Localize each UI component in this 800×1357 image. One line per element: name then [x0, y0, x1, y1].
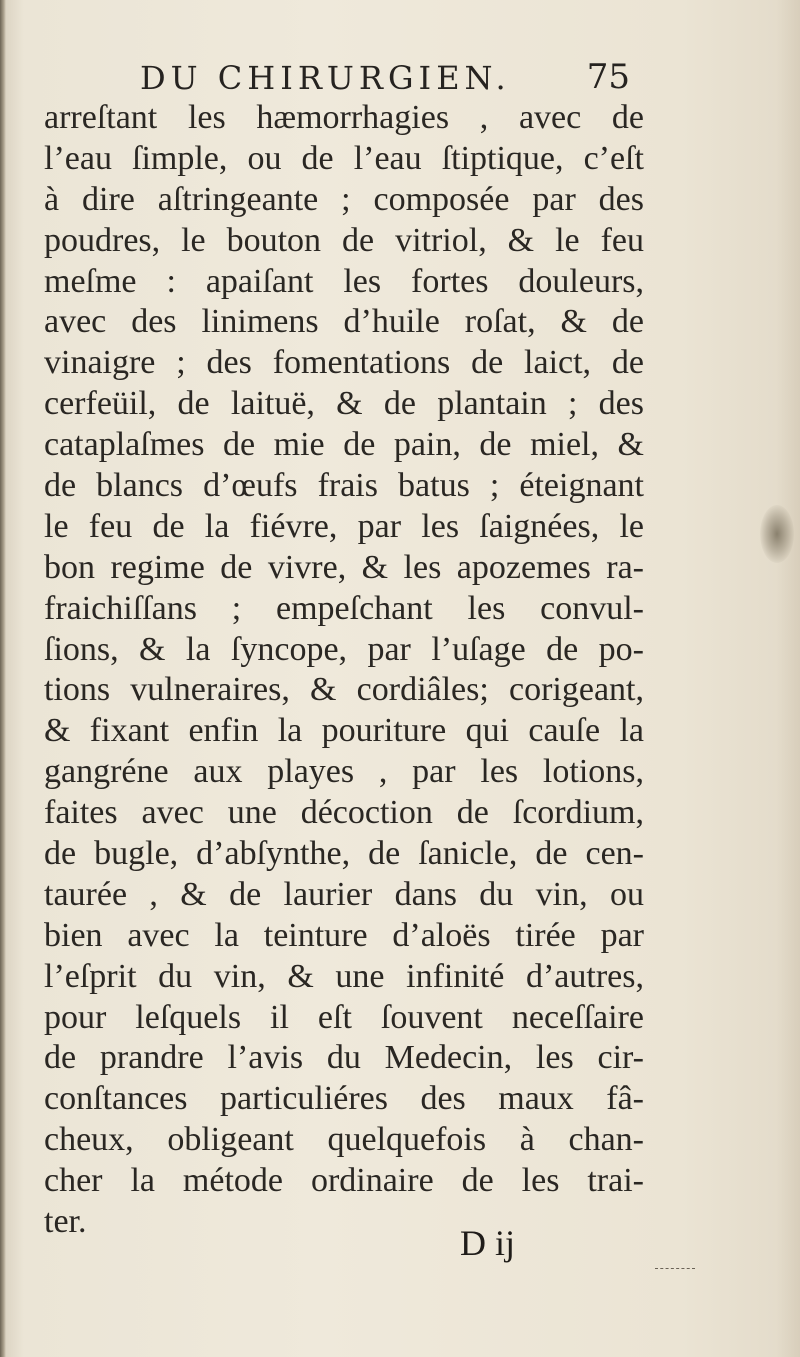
running-title: DU CHIRURGIEN.: [140, 59, 511, 97]
text-line: ter.: [44, 1203, 87, 1241]
text-line: & fixant enfin la pouriture qui cauſe la: [44, 712, 644, 750]
text-line: tions vulneraires, & cordiâles; corigeant,: [44, 671, 644, 709]
text-line: bon regime de vivre, & les apozemes ra-: [44, 548, 644, 586]
text-line: l’eau ſimple, ou de l’eau ſtiptique, c’eſt: [44, 139, 644, 177]
ink-stain: [760, 505, 794, 563]
text-line: l’eſprit du vin, & une infinité d’autres,: [44, 957, 644, 995]
text-line: taurée , & de laurier dans du vin, ou: [44, 875, 644, 913]
text-line: fraichiſſans ; empeſchant les convul-: [44, 589, 644, 627]
text-line: arreſtant les hæmorrhagies , avec de: [44, 99, 644, 136]
text-line: bien avec la teinture d’aloës tirée par: [44, 916, 644, 954]
text-line: pour leſquels il eſt ſouvent neceſſaire: [44, 998, 644, 1036]
text-line: cerfeüil, de laituë, & de plantain ; des: [44, 385, 644, 423]
text-line: conſtances particuliéres des maux fâ-: [44, 1080, 644, 1118]
text-line: de blancs d’œufs frais batus ; éteignant: [44, 467, 644, 505]
text-line: le feu de la fiévre, par les ſaignées, le: [44, 507, 644, 545]
text-line: gangréne aux playes , par les lotions,: [44, 753, 644, 791]
page-number: 75: [586, 57, 630, 97]
margin-dash: [655, 1268, 695, 1269]
text-line: à dire aſtringeante ; composée par des: [44, 180, 644, 218]
text-line: de prandre l’avis du Medecin, les cir-: [44, 1039, 644, 1077]
text-line: poudres, le bouton de vitriol, & le feu: [44, 221, 644, 259]
body-text: [44, 98, 644, 1243]
text-line: de bugle, d’abſynthe, de ſanicle, de cen-: [44, 835, 644, 873]
text-line: cheux, obligeant quelquefois à chan-: [44, 1121, 644, 1159]
signature-mark: D ij: [460, 1223, 516, 1263]
text-line: meſme : apaiſant les fortes douleurs,: [44, 262, 644, 300]
text-line: faites avec une décoction de ſcordium,: [44, 794, 644, 832]
page-header: [140, 55, 660, 103]
text-line: cher la métode ordinaire de les trai-: [44, 1162, 644, 1200]
text-line: ſions, & la ſyncope, par l’uſage de po-: [44, 630, 644, 668]
text-line: avec des linimens d’huile roſat, & de: [44, 303, 644, 341]
page-gutter-edge: [0, 0, 6, 1357]
text-line: vinaigre ; des fomentations de laict, de: [44, 344, 644, 382]
text-line: cataplaſmes de mie de pain, de miel, &: [44, 426, 644, 464]
